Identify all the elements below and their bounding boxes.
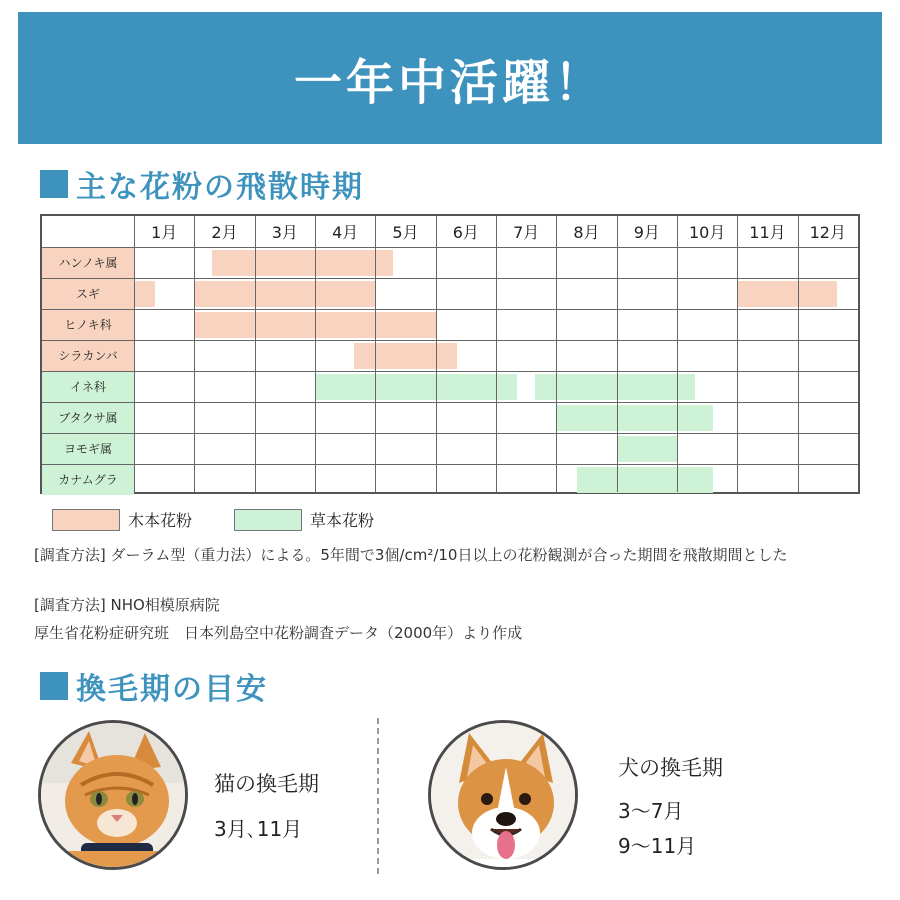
source-note: 厚生省花粉症研究班 日本列島空中花粉調査データ（2000年）より作成 <box>34 624 523 642</box>
plant-label: ヨモギ属 <box>63 442 112 456</box>
pollen-period-bar <box>134 281 155 307</box>
heading-square-icon <box>40 672 68 700</box>
legend-grass <box>234 508 374 531</box>
month-header: 12月 <box>809 223 846 242</box>
grid-row-line <box>42 402 858 403</box>
dashed-divider <box>377 718 379 874</box>
dog-photo <box>428 720 578 870</box>
method-note-2: [調査方法] NHO相模原病院 <box>34 596 220 614</box>
pollen-period-bar <box>354 343 457 369</box>
header-banner <box>18 12 882 144</box>
month-header: 2月 <box>211 223 238 242</box>
month-header: 7月 <box>513 223 540 242</box>
plant-label: イネ科 <box>70 380 106 394</box>
grid-row-line <box>42 309 858 310</box>
month-header: 5月 <box>392 223 419 242</box>
pollen-period-bar <box>535 374 695 400</box>
pollen-period-bar <box>212 250 393 276</box>
plant-label: シラカンバ <box>58 349 118 363</box>
plant-label: スギ <box>75 287 100 301</box>
banner-title: 一年中活躍！ <box>293 54 606 111</box>
pollen-period-bar <box>315 374 517 400</box>
plant-label: ハンノキ属 <box>58 256 118 270</box>
plant-label: カナムグラ <box>58 473 118 487</box>
pollen-period-bar <box>737 281 837 307</box>
grid-column-line <box>496 216 497 492</box>
month-header: 1月 <box>151 223 178 242</box>
grid-row-line <box>42 464 858 465</box>
method-note-1: [調査方法] ダーラム型（重力法）による。5年間で3個/cm²/10日以上の花粉観測が合った期間を飛散期間とした <box>34 546 788 564</box>
heading-square-icon <box>40 170 68 198</box>
grid-column-line <box>798 216 799 492</box>
legend-wood <box>52 508 192 531</box>
dog-shedding-months-2: 9〜11月 <box>618 834 697 858</box>
legend-grass-swatch <box>234 509 302 531</box>
grid-column-line <box>255 216 256 492</box>
grid-column-line <box>677 216 678 492</box>
pollen-period-bar <box>577 467 713 493</box>
shedding-section-heading <box>40 664 268 708</box>
grid-column-line <box>737 216 738 492</box>
pollen-heading-text: 主な花粉の飛散時期 <box>76 170 364 205</box>
grid-row-line <box>42 278 858 279</box>
month-header: 11月 <box>749 223 786 242</box>
grid-column-line <box>617 216 618 492</box>
pollen-period-bar <box>617 436 677 462</box>
legend-wood-swatch <box>52 509 120 531</box>
plant-label: ブタクサ属 <box>58 411 118 425</box>
pollen-period-bar <box>556 405 713 431</box>
cat-shedding-title: 猫の換毛期 <box>214 772 319 796</box>
shedding-heading-text: 換毛期の目安 <box>76 672 268 707</box>
grid-column-line <box>556 216 557 492</box>
month-header: 8月 <box>573 223 600 242</box>
grid-column-line <box>375 216 376 492</box>
month-header: 9月 <box>633 223 660 242</box>
month-header: 3月 <box>271 223 298 242</box>
grid-row-line <box>42 371 858 372</box>
grid-row-line <box>42 340 858 341</box>
grid-row-line <box>42 247 858 248</box>
dog-shedding-months-1: 3〜7月 <box>618 799 684 823</box>
pollen-period-bar <box>194 281 375 307</box>
pollen-calendar-table <box>40 214 860 494</box>
plant-label: ヒノキ科 <box>64 318 112 332</box>
grid-column-line <box>194 216 195 492</box>
grid-column-line <box>436 216 437 492</box>
pollen-section-heading <box>40 162 364 206</box>
month-header: 10月 <box>688 223 726 242</box>
cat-shedding-months: 3月､11月 <box>214 817 303 841</box>
grid-column-line <box>315 216 316 492</box>
month-header: 4月 <box>332 223 359 242</box>
grid-row-line <box>42 433 858 434</box>
legend-wood-label: 木本花粉 <box>128 511 193 530</box>
legend-grass-label: 草本花粉 <box>310 511 375 530</box>
cat-photo <box>38 720 188 870</box>
dog-shedding-title: 犬の換毛期 <box>618 756 723 780</box>
month-header: 6月 <box>452 223 479 242</box>
grid-column-line <box>134 216 135 492</box>
